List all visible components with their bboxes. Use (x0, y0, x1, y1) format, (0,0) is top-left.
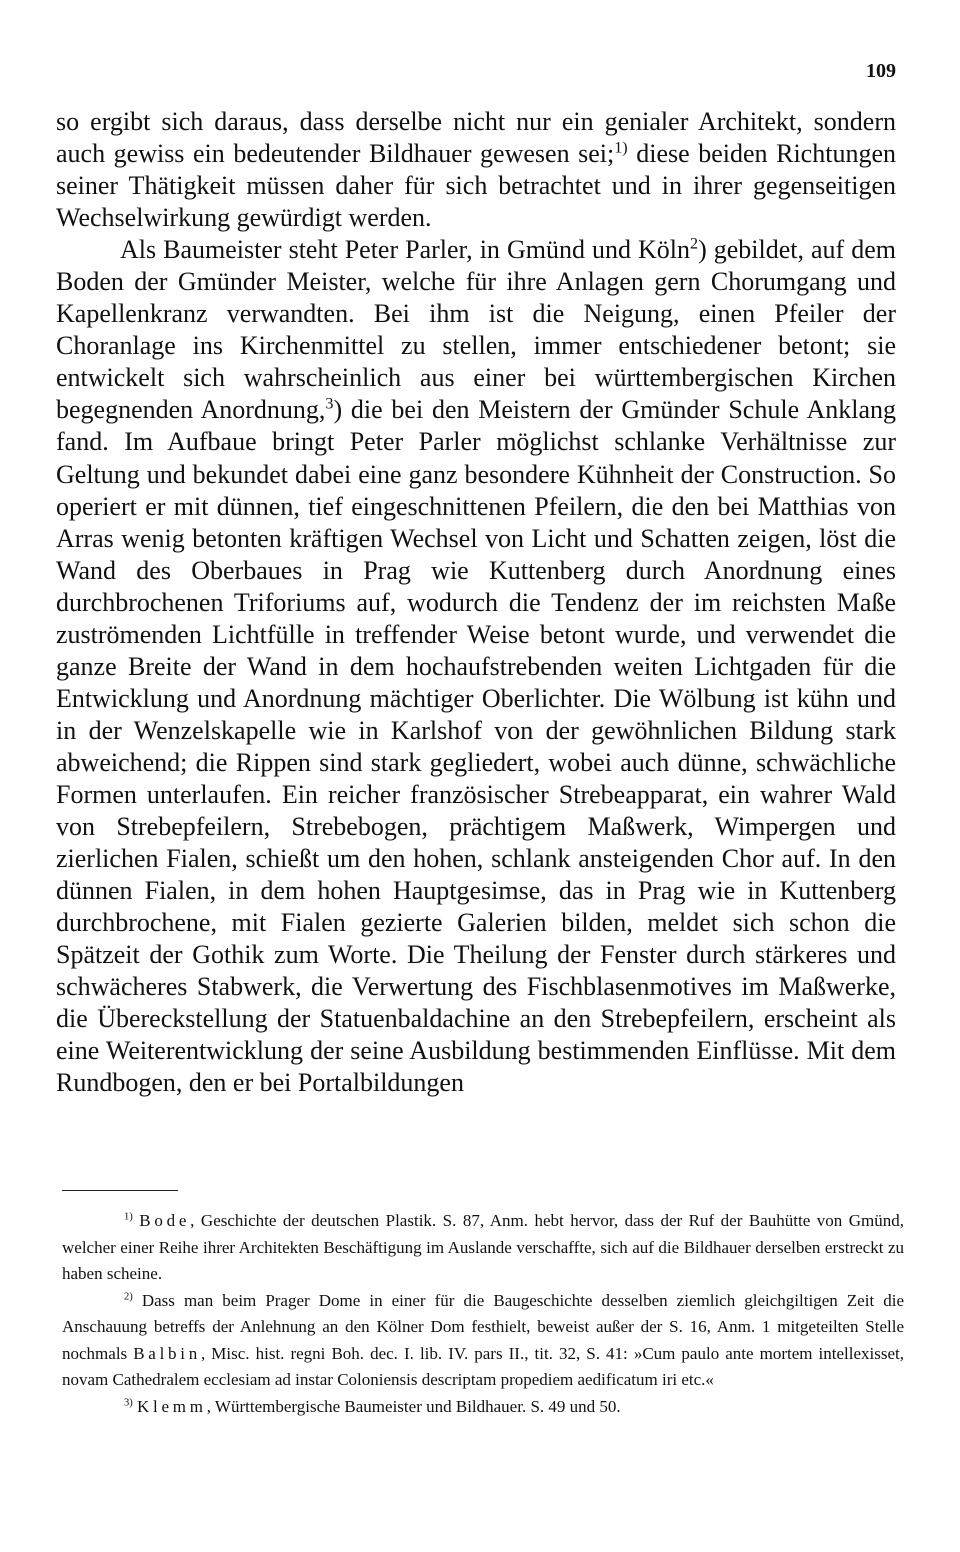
footnote-3-text: , Württembergische Baumeister und Bildhauer. S. 49 und 50. (206, 1396, 621, 1416)
paragraph-2-text-a: Als Baumeister steht Peter Parler, in Gmünd und Köln (120, 235, 690, 265)
footnote-ref-2: 2 (690, 235, 699, 253)
footnote-2-marker: 2) (124, 1290, 133, 1302)
footnote-ref-1: 1) (614, 139, 628, 157)
paragraph-2 (56, 234, 896, 1099)
footnote-1-author: Bode (139, 1211, 191, 1230)
footnote-3 (62, 1394, 904, 1421)
paragraph-1 (56, 106, 896, 234)
footnote-2-text-a: Dass man beim Prager Dome in einer für die Baugeschichte desselben ziemlich gleichgiltigen Zeit die Anschauung betreffs der Anlehnung an den Kölner Dom festhielt, beweist außer der S. 16, Anm. 1 mitgeteilten Stelle nochmals (62, 1290, 904, 1363)
page-number: 109 (866, 60, 896, 82)
footnote-2-author: Balbin (133, 1343, 201, 1363)
paragraph-1-text-a: so ergibt sich daraus, dass derselbe nicht nur ein genialer Architekt, sondern auch gewiss ein bedeutender Bildhauer gewesen sei; (56, 107, 896, 169)
footnote-divider (62, 1190, 178, 1191)
paragraph-2-text-b: ) gebildet, auf dem Boden der Gmünder Meister, welche für ihre Anlagen gern Chorumgang und Kapellenkranz verwandten. Bei ihm ist die Neigung, einen Pfeiler der Choranlage ins Kirchenmittel zu stellen, immer entschiedener betont; sie entwickelt sich wahrscheinlich aus einer bei württembergischen Kirchen begegnenden Anordnung, (56, 235, 896, 425)
footnote-2-text-b: , Misc. hist. regni Boh. dec. I. lib. IV. pars II., tit. 32, S. 41: »Cum paulo ante mortem intellexisset, novam Cathedralem ecclesiam ad instar Coloniensis descriptam propediem aedificatum iri etc.« (62, 1343, 905, 1389)
main-text (56, 106, 896, 1099)
footnote-1-text: , Geschichte der deutschen Plastik. S. 87, Anm. hebt hervor, dass der Ruf der Bauhütte von Gmünd, welcher einer Reihe ihrer Architekten Beschäftigung im Auslande verschaffte, sich auf die Bildhauer derselben erstreckt zu haben scheine. (62, 1211, 905, 1283)
footnote-ref-3: 3 (325, 395, 334, 413)
footnote-3-marker: 3) (124, 1396, 133, 1408)
footnote-1 (62, 1208, 904, 1288)
footnote-3-author: Klemm (137, 1396, 207, 1416)
paragraph-1-text-b: diese beiden Richtungen seiner Thätigkeit müssen daher für sich betrachtet und in ihrer gegenseitigen Wechselwirkung gewürdigt werden. (56, 139, 896, 233)
footnotes (62, 1208, 904, 1420)
paragraph-2-text-c: ) die bei den Meistern der Gmünder Schule Anklang fand. Im Aufbaue bringt Peter Parler möglichst schlanke Verhältnisse zur Geltung und bekundet dabei eine ganz besondere Kühnheit der Construction. So operiert er mit dünnen, tief eingeschnittenen Pfeilern, die den bei Matthias von Arras wenig betonten kräftigen Wechsel von Licht und Schatten zeigen, löst die Wand des Oberbaues in Prag wie Kuttenberg durch Anordnung eines durchbrochenen Triforiums auf, wodurch die Tendenz der im reichsten Maße zuströmenden Lichtfülle in treffender Weise betont wurde, und verwendet die ganze Breite der Wand in dem hochaufstrebenden weiten Lichtgaden für die Entwicklung und Anordnung mächtiger Oberlichter. Die Wölbung ist kühn und in der Wenzelskapelle wie in Karlshof von der gewöhnlichen Bildung stark abweichend; die Rippen sind stark gegliedert, wobei auch dünne, schwächliche Formen unterlaufen. Ein reicher französischer Strebeapparat, ein wahrer Wald von Strebepfeilern, Strebebogen, prächtigem Maßwerk, Wimpergen und zierlichen Fialen, schießt um den hohen, schlank ansteigenden Chor auf. In den dünnen Fialen, in dem hohen Hauptgesimse, das in Prag wie in Kuttenberg durchbrochene, mit Fialen gezierte Galerien bilden, meldet sich schon die Spätzeit der Gothik zum Worte. Die Theilung der Fenster durch stärkeres und schwächeres Stabwerk, die Verwertung des Fischblasenmotives im Maßwerke, die Übereckstellung der Statuenbaldachine an den Strebepfeilern, erscheint als eine Weiterentwicklung der seine Ausbildung bestimmenden Einflüsse. Mit dem Rundbogen, den er bei Portalbildungen (56, 395, 896, 1098)
footnote-2 (62, 1288, 904, 1394)
footnote-1-marker: 1) (124, 1211, 133, 1223)
